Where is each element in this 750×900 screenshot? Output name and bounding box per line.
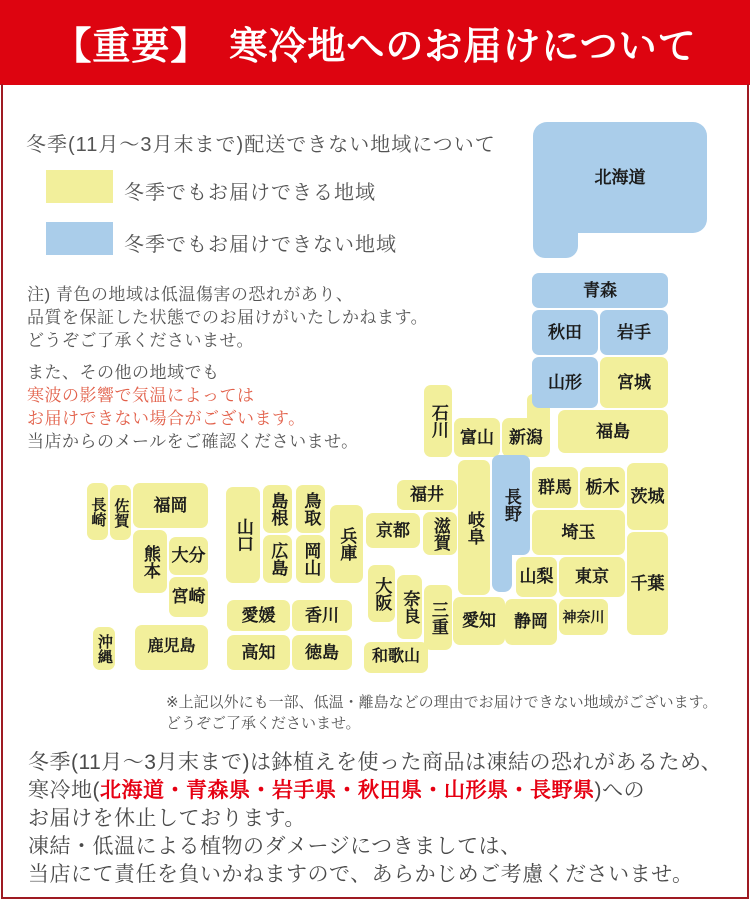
map-pref-kagoshima: 鹿児島 (135, 625, 208, 670)
winter-notice-line: 冬季(11月～3月末まで)は鉢植えを使った商品は凍結の恐れがあるため、 (28, 751, 723, 774)
map-pref-miyazaki: 宮崎 (169, 577, 208, 617)
map-pref-okinawa: 沖縄 (93, 627, 115, 670)
note-line-red: 寒波の影響で気温によっては (27, 386, 255, 405)
note-line: 当店からのメールをご確認くださいませ。 (27, 432, 359, 451)
map-pref-saitama: 埼玉 (532, 510, 625, 555)
map-pref-kyoto: 京都 (366, 513, 420, 548)
winter-notice-line (28, 777, 722, 805)
map-pref-osaka: 大阪 (368, 565, 395, 622)
legend-label-not-deliverable: 冬季でもお届けできない地域 (124, 234, 397, 256)
map-pref-fukushima: 福島 (558, 410, 668, 453)
legend-title: 冬季(11月～3月末まで)配送できない地域について (26, 134, 496, 156)
map-pref-hokkaido: 北海道 (533, 122, 707, 233)
map-pref-ishikawa: 石川 (424, 385, 452, 457)
note-line: 注) 青色の地域は低温傷害の恐れがあり、 (27, 285, 354, 304)
map-pref-yamagata: 山形 (532, 357, 598, 408)
map-pref-iwate: 岩手 (600, 310, 668, 355)
map-pref-kanagawa: 神奈川 (559, 599, 608, 635)
map-pref-kumamoto: 熊本 (133, 530, 167, 593)
map-pref-shimane: 島根 (263, 485, 292, 533)
map-pref-chiba: 千葉 (627, 532, 668, 635)
map-pref-kochi: 高知 (227, 635, 290, 670)
map-pref-gunma: 群馬 (532, 467, 578, 508)
map-pref-nagano: 長野 (492, 455, 530, 555)
page-title: 【重要】 寒冷地へのお届けについて (53, 26, 697, 68)
map-pref-hiroshima: 広島 (263, 535, 292, 583)
map-pref-fukuoka: 福岡 (133, 483, 208, 528)
map-pref-tochigi: 栃木 (580, 467, 625, 508)
map-pref-miyagi: 宮城 (600, 357, 668, 408)
footnote-line: ※上記以外にも一部、低温・離島などの理由でお届けできない地域がございます。 (166, 694, 718, 711)
map-pref-shiga: 滋賀 (423, 512, 457, 555)
map-pref-akita: 秋田 (532, 310, 598, 355)
legend-label-deliverable: 冬季でもお届けできる地域 (124, 182, 376, 204)
footnote (166, 692, 717, 734)
map-pref-nara: 奈良 (397, 575, 422, 639)
winter-notice-line: 当店にて責任を負いかねますので、あらかじめご考慮くださいませ。 (28, 863, 694, 886)
map-pref-nagasaki: 長崎 (87, 483, 108, 540)
winter-notice-suffix: )への (594, 779, 645, 802)
map-pref-kagawa: 香川 (292, 600, 352, 631)
map-pref-ibaraki: 茨城 (627, 463, 668, 530)
map-pref-toyama: 富山 (454, 418, 500, 457)
map-pref-oita: 大分 (169, 537, 208, 575)
map-pref-gifu: 岐阜 (458, 460, 490, 595)
map-pref-mie: 三重 (424, 585, 452, 650)
map-pref-wakayama: 和歌山 (364, 642, 428, 673)
winter-notice-line: 凍結・低温による植物のダメージにつきましては、 (28, 835, 522, 858)
winter-notice (28, 749, 722, 889)
note-line: 品質を保証した状態でのお届けがいたしかねます。 (27, 308, 429, 327)
cold-region-list: 北海道・青森県・岩手県・秋田県・山形県・長野県 (100, 779, 595, 802)
map-pref-niigata: 新潟 (502, 418, 550, 457)
map-pref-okayama: 岡山 (296, 535, 325, 583)
map-pref-yamaguchi: 山口 (226, 487, 260, 583)
map-pref-ehime: 愛媛 (227, 600, 290, 631)
map-pref-hyogo: 兵庫 (330, 505, 363, 583)
map-pref-yamanashi: 山梨 (516, 557, 557, 597)
map-pref-fukui: 福井 (397, 480, 457, 510)
note-line-red: お届けできない場合がございます。 (27, 409, 306, 428)
note-line: また、その他の地域でも (27, 363, 220, 382)
map-pref-tottori: 鳥取 (296, 485, 325, 533)
map-pref-shizuoka: 静岡 (505, 599, 557, 645)
winter-notice-line: お届けを休止しております。 (28, 807, 306, 830)
footnote-line: どうぞご了承くださいませ。 (166, 715, 361, 732)
map-pref-tokyo: 東京 (559, 557, 625, 597)
map-pref-tokushima: 徳島 (292, 635, 352, 670)
map-pref-saga: 佐賀 (110, 485, 131, 540)
map-pref-aichi: 愛知 (453, 597, 505, 645)
note-line: どうぞご了承くださいませ。 (27, 331, 254, 350)
winter-notice-prefix: 寒冷地( (28, 779, 100, 802)
map-pref-aomori: 青森 (532, 273, 668, 308)
